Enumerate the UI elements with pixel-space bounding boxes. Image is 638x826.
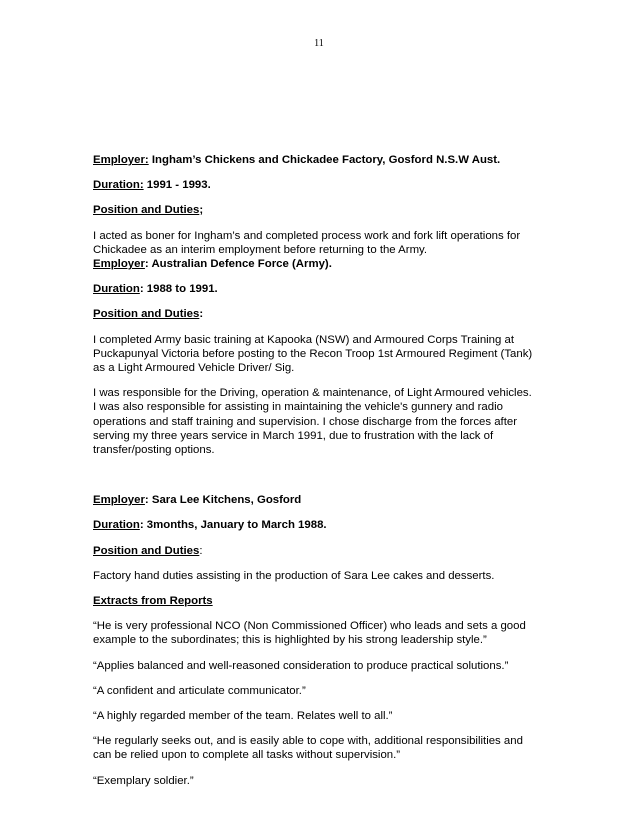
position-label: Position and Duties (93, 308, 200, 321)
duties-text: I completed Army basic training at Kapooka (NSW) and Armoured Corps Training at Puckapunyal Victoria before posting to the Recon Troop 1st Armoured Regiment (Tank) as a Light Armoured Vehicle Driver/ Sig. (93, 333, 533, 375)
duration-label: Duration (93, 519, 140, 532)
report-quote: “A highly regarded member of the team. Relates well to all.” (93, 710, 393, 723)
duration-value: : 3months, January to March 1988. (139, 519, 327, 532)
employer-label: Employer: (93, 154, 149, 166)
report-quote: “He regularly seeks out, and is easily able to cope with, additional responsibilities and can be relied upon to complete all tasks without supervision.” (93, 735, 523, 762)
position-heading (93, 307, 563, 321)
duration-value: : 1988 to 1991. (139, 283, 218, 296)
duration-label: Duration (93, 283, 140, 296)
duties-text: I acted as boner for Ingham’s and completed process work and fork lift operations for Chickadee as an interim employment before returning to the Army. (93, 229, 521, 256)
duration-line (93, 178, 563, 192)
position-label: Position and Duties (93, 544, 200, 557)
employer-value: : Australian Defence Force (Army). (144, 258, 332, 271)
duties-text: I was responsible for the Driving, operation & maintenance, of Light Armoured vehicles. I was also responsible for assisting in maintaining the vehicle's gunnery and radio operations and staff training and supervision. I chose discharge from the forces after serving my three years service in March 1991, due to frustration with the lack of transfer/posting options. (93, 387, 532, 457)
position-label: Position and Duties (93, 204, 200, 217)
position-suffix: : (199, 308, 204, 321)
duration-label: Duration: (93, 179, 144, 192)
employer-line (93, 493, 563, 507)
position-suffix: ; (199, 204, 204, 217)
report-quote: “Applies balanced and well-reasoned consideration to produce practical solutions.” (93, 659, 509, 672)
employer-value: Ingham’s Chickens and Chickadee Factory, Gosford N.S.W Aust. (148, 154, 501, 166)
position-suffix: : (199, 544, 203, 557)
report-quote: “He is very professional NCO (Non Commissioned Officer) who leads and sets a good example to the subordinates; this is highlighted by his strong leadership style.” (93, 620, 526, 647)
employer-label: Employer (93, 494, 145, 507)
position-heading (93, 544, 563, 558)
employer-value: : Sara Lee Kitchens, Gosford (144, 494, 302, 507)
employer-label: Employer (93, 258, 145, 271)
extracts-heading: Extracts from Reports (93, 595, 213, 608)
report-quote: “A confident and articulate communicator.” (93, 684, 306, 697)
position-heading (93, 203, 563, 217)
duration-value: 1991 - 1993. (143, 179, 211, 192)
duration-line (93, 518, 563, 532)
duration-line (93, 282, 563, 296)
report-quote: “Exemplary soldier.” (93, 774, 194, 787)
spacer (93, 468, 563, 493)
page-number: 11 (314, 38, 324, 49)
document-body (93, 153, 563, 799)
duties-text: Factory hand duties assisting in the production of Sara Lee cakes and desserts. (93, 569, 495, 582)
employer-line (93, 257, 563, 271)
employer-line (93, 153, 563, 167)
